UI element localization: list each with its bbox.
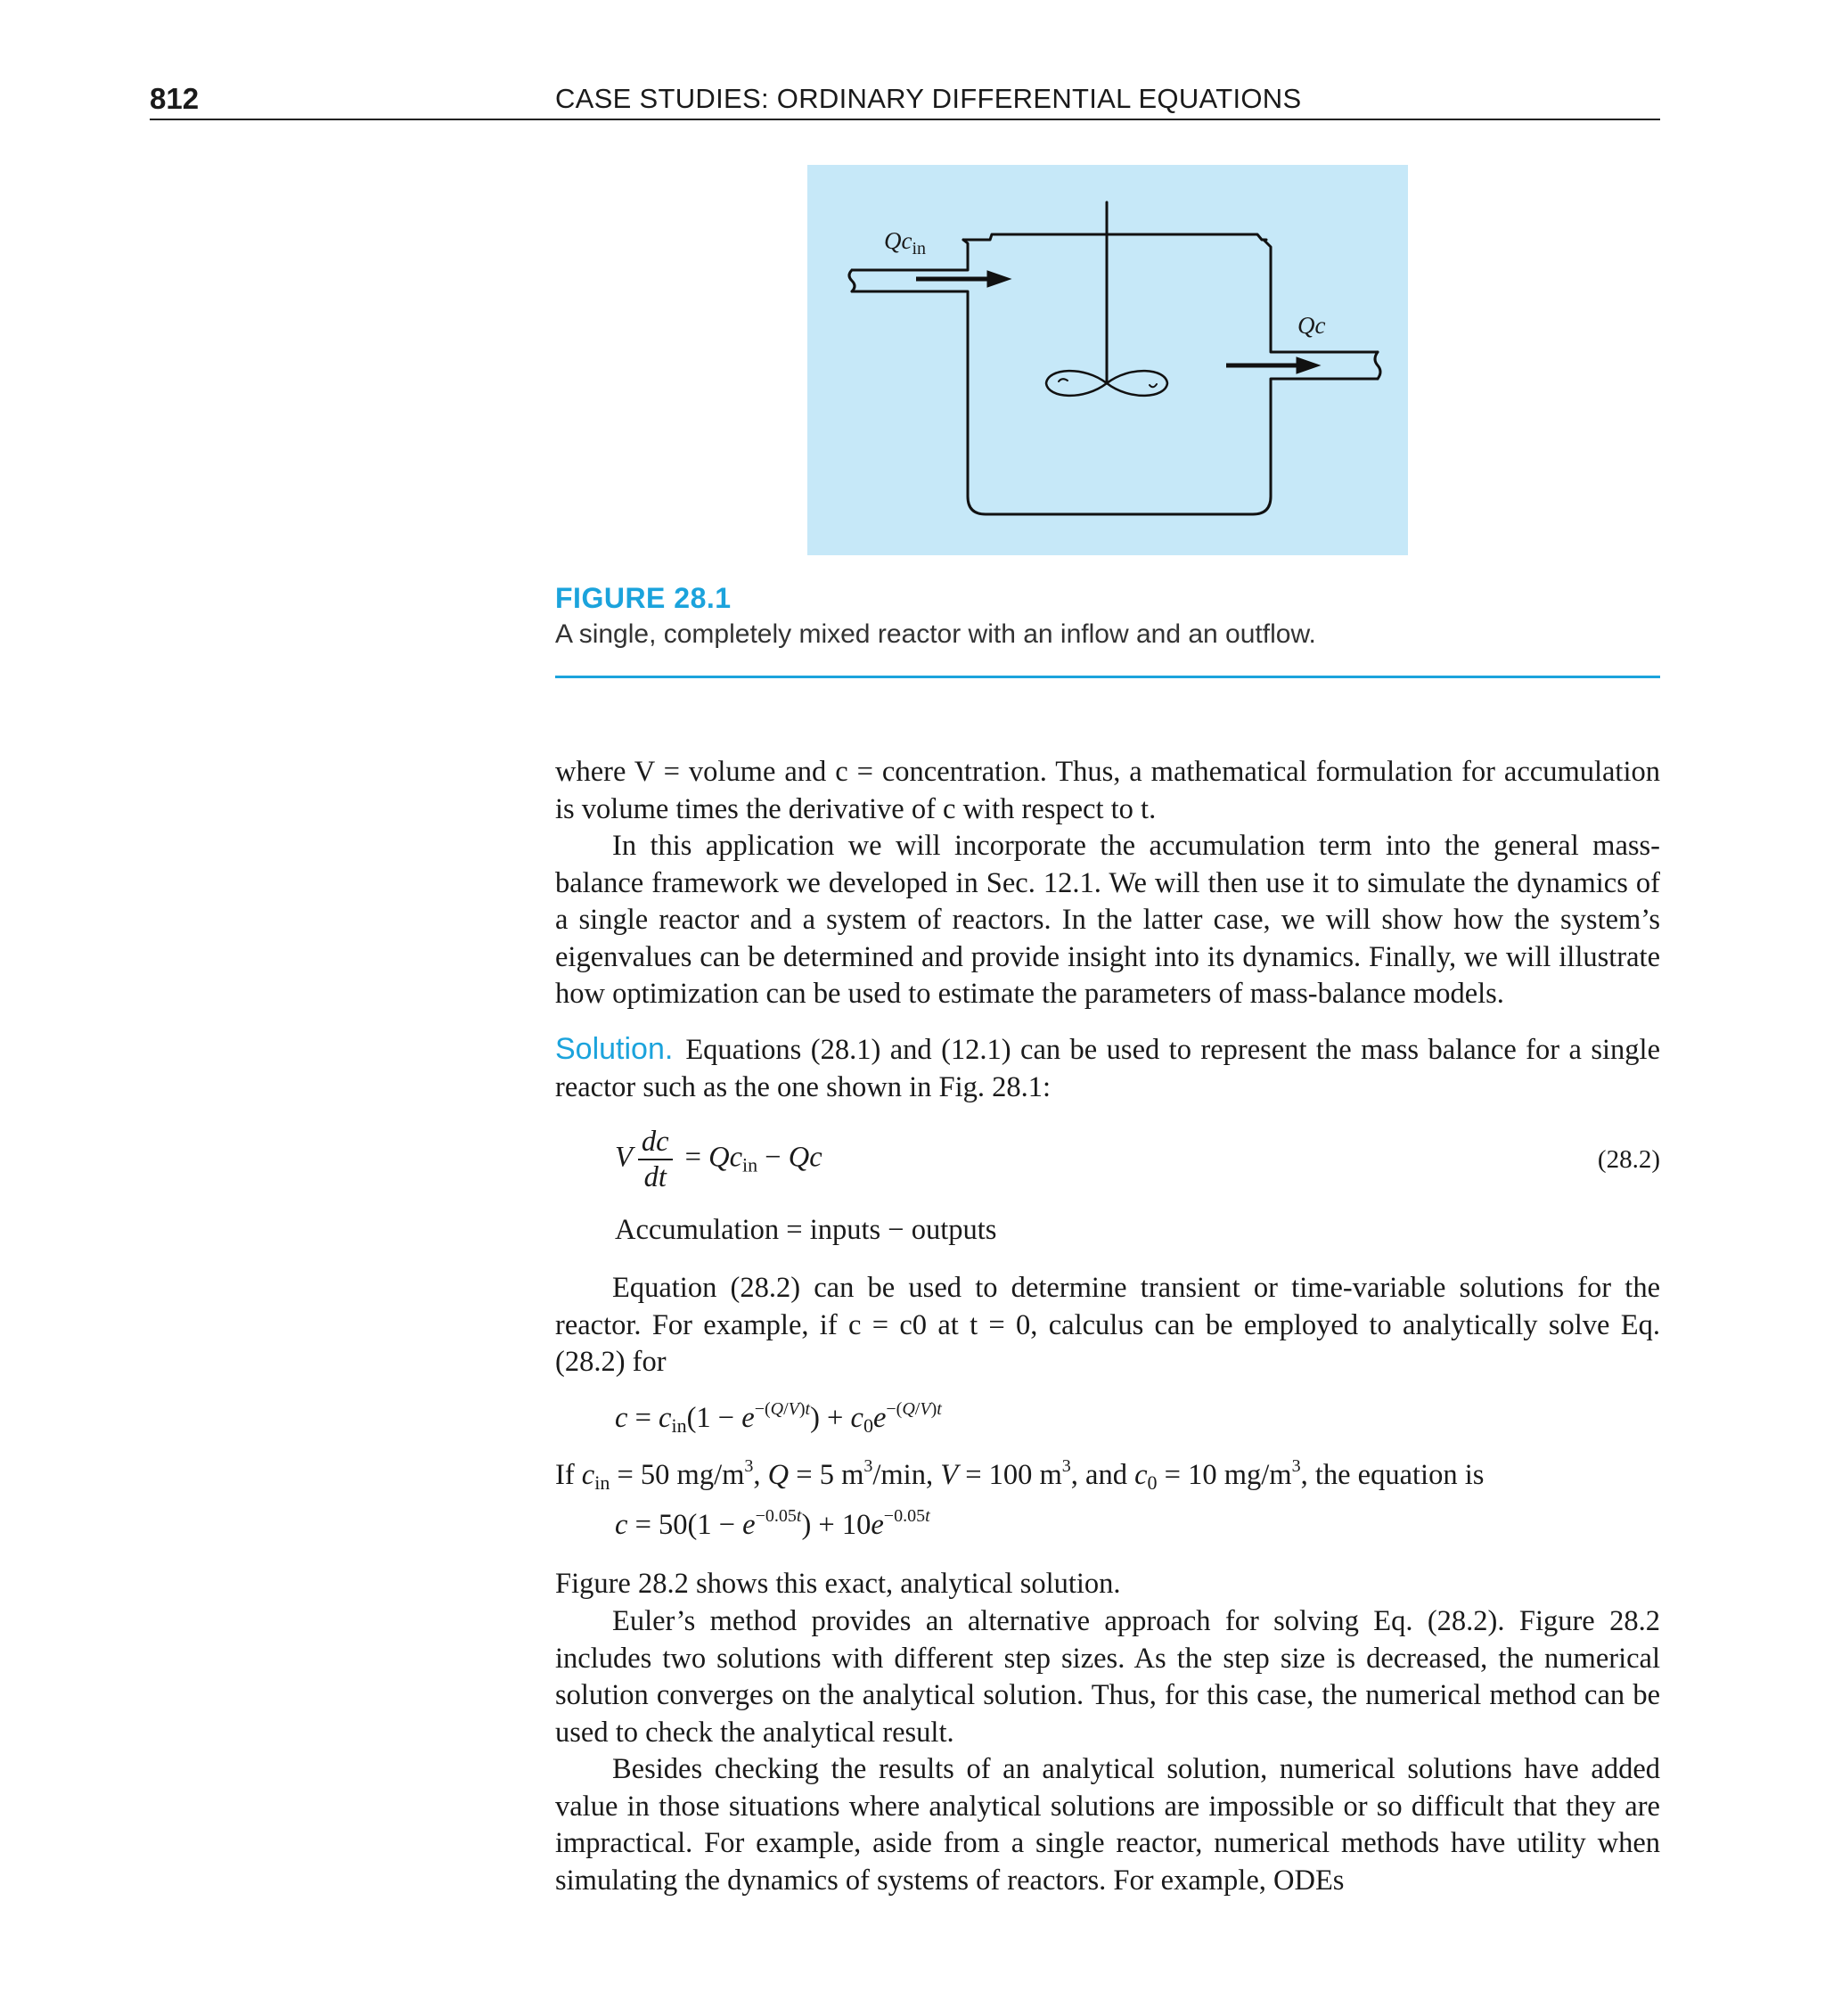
page-number: 812 (150, 82, 200, 115)
header-rule (150, 119, 1660, 120)
paragraph-8: Besides checking the results of an analytical solution, numerical solutions have added value in those situations where analytical solutions are impossible or so difficult that they are impractical. For example, aside from a single reactor, numerical methods have utility when simulating the dynamics of systems of reactors. For example, ODEs (555, 1753, 1660, 1897)
inflow-label: $Qc_{in}$ (884, 227, 927, 258)
reactor-drawing (807, 165, 1408, 555)
paragraph-4: Equation (28.2) can be used to determine transient or time-variable solutions for the reactor. For example, if c = c0 at t = 0, calculus can be employed to analytically solve Eq. (28.2) for (555, 1272, 1660, 1378)
parameter-line: If $c_{in} = 50$ $mg/m^3$, Q = 5 $m^3/\min$, V = 100 $m^3$, and $c_0 = 10$ $mg/m^3$, the equation is (555, 1456, 1485, 1494)
equation-analytical-specific: $c = 50(1 - e^{-0.05t}) + 10e^{-0.05t}$ (615, 1506, 930, 1541)
figure-caption: A single, completely mixed reactor with an inflow and an outflow. (555, 619, 1316, 649)
equation-analytical-general: $c = c_{in}(1 - e^{-(Q/V)t}) + c_0e^{-(Q/V)t}$ (615, 1399, 942, 1437)
outflow-label: Qc (1297, 312, 1326, 339)
outflow-pipe-end (1375, 352, 1380, 379)
paragraph-7: Euler’s method provides an alternative approach for solving Eq. (28.2). Figure 28.2 includes two solutions with different step sizes. As the step size is decreased, the numerical solution converges on the analytical solution. Thus, for this case, the numerical method can be used to check the analytical result. (555, 1605, 1660, 1749)
outflow-arrow-head (1297, 357, 1320, 373)
figure-title: FIGURE 28.1 (555, 582, 732, 614)
paragraph-1: where V = volume and c = concentration. Thus, a mathematical formulation for accumulation is volume times the derivative of c with respect to t. (555, 756, 1660, 825)
paragraph-solution (555, 1031, 1660, 1106)
inflow-pipe-end (849, 270, 855, 291)
paragraph-2: In this application we will incorporate the accumulation term into the general mass-balance framework we developed in Sec. 12.1. We will then use it to simulate the dynamics of a single reactor and a system of reactors. In the latter case, we will show how the system’s eigenvalues can be determined and provide insight into its dynamics. Finally, we will illustrate how optimization can be used to estimate the parameters of mass-balance models. (555, 830, 1660, 1010)
equation-28-2: V $\frac{dc}{dt}$ = $Qc_{in} - Qc$ (615, 1126, 822, 1193)
solution-heading: Solution. (555, 1032, 674, 1066)
caption-rule (555, 676, 1660, 678)
paragraph-6: Figure 28.2 shows this exact, analytical solution. (555, 1568, 1121, 1600)
figure-reactor-diagram (807, 165, 1408, 555)
equation-number: (28.2) (1597, 1145, 1660, 1174)
solution-text: Equations (28.1) and (12.1) can be used to represent the mass balance for a single reactor such as the one shown in Fig. 28.1: (555, 1034, 1660, 1103)
equation-words: Accumulation = inputs − outputs (615, 1214, 997, 1246)
running-title: CASE STUDIES: ORDINARY DIFFERENTIAL EQUATIONS (555, 83, 1302, 114)
inflow-arrow-head (987, 271, 1011, 287)
